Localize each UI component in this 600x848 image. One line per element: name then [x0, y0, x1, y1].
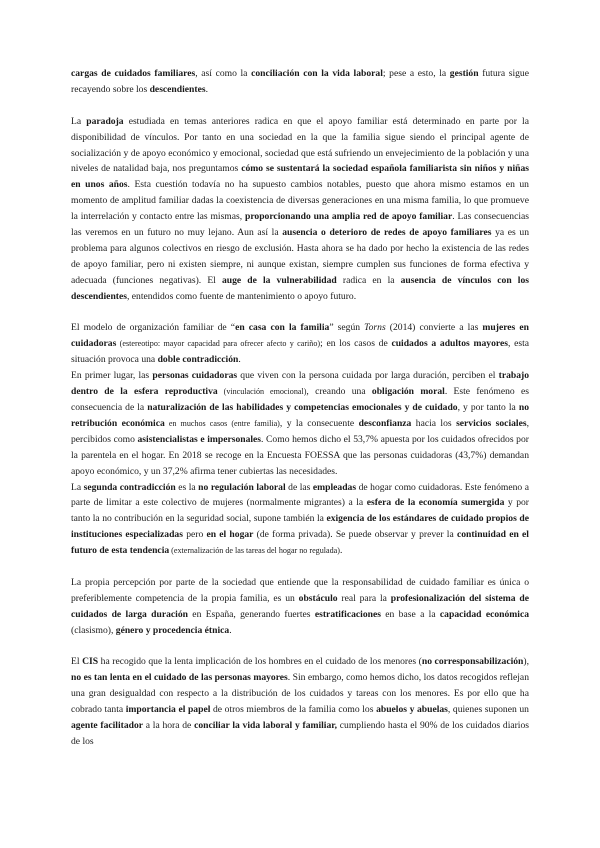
text-run: pero	[182, 529, 207, 541]
bold-run: segunda contradicción	[83, 481, 176, 493]
italic-run: Torns	[364, 322, 386, 334]
text-run: ” según	[329, 322, 365, 334]
paragraph	[71, 480, 529, 560]
text-run: . Sin embargo, como hemos dicho, los datos recogidos reflejan una gran desigualdad con respecto a la distribución de los cuidados y tareas con los menores. Es por ello que ha cobrado tanta	[71, 672, 529, 716]
text-run: de otros miembros de la familia como los	[210, 704, 377, 716]
paragraph	[71, 575, 529, 639]
text-run: ha recogido que la lenta implicación de los hombres en el cuidado de los menores (	[98, 656, 422, 668]
text-run: La	[71, 115, 87, 127]
bold-run: trabajo dentro de la esfera reproductiva	[71, 370, 529, 398]
bold-run: en casa con la familia	[235, 322, 330, 334]
text-run: (2014) convierte a las	[385, 322, 483, 334]
document-page	[71, 66, 529, 750]
bold-run: mujeres en cuidadoras	[71, 322, 529, 350]
text-run: (externalización de las tareas del hogar no regulada)	[169, 546, 340, 556]
text-run: estudiada en temas anteriores radica en que el apoyo familiar está determinado en parte por la disponibilidad de vínculos. Por tanto en una sociedad en la que la familia sigue siendo el principal agente de socialización y de apoyo económico y emocional, sociedad que está sufriendo un envejecimiento de la población y una niveles de natalidad baja, nos preguntamos	[71, 115, 529, 175]
bold-run: conciliar la vida laboral y familiar,	[194, 720, 338, 732]
text-run: ),	[523, 656, 529, 668]
bold-run: empleadas	[312, 481, 357, 493]
text-run: (vinculación emocional)	[217, 387, 307, 397]
text-run: , entendidos como fuente de mantenimiento o apoyo futuro.	[126, 290, 357, 302]
bold-run: abuelos y abuelas	[376, 704, 448, 716]
text-run: En primer lugar, las	[71, 370, 153, 382]
text-run: , así como la	[195, 68, 252, 79]
bold-run: no es tan lenta en el cuidado de las personas mayores	[71, 672, 288, 684]
text-run: , creando una	[306, 386, 372, 398]
bold-run: descendientes	[149, 83, 206, 95]
text-run: futura sigue recayendo sobre los	[71, 68, 529, 95]
text-run: a la hora de	[143, 720, 195, 732]
text-run: radica en la	[336, 274, 401, 286]
bold-run: esfera de la economía sumergida	[366, 497, 505, 509]
text-run: ya es un problema para algunos colectivos en riesgo de exclusión. Hasta ahora se ha dado por hecho la existencia de las redes de apoyo familiar, pero ni existen siempre, ni aunque existan, siempre cumplen sus funciones de forma efectiva y adecuada (funciones negativas). El	[71, 227, 529, 286]
text-run: , quienes suponen un	[447, 704, 529, 716]
bold-run: servicios sociales	[456, 417, 527, 429]
bold-run: obstáculo	[298, 592, 338, 604]
bold-run: cómo se sustentará la sociedad española familiarista sin niños y niñas en unos años	[71, 163, 530, 191]
paragraph	[71, 654, 529, 749]
text-run: hacia los	[411, 417, 457, 429]
text-run: en base a la	[380, 608, 440, 620]
text-run: ; en los casos de	[320, 338, 392, 350]
paragraph	[71, 114, 529, 305]
text-run: . Las consecuencias las veremos en un futuro no muy lejano. Aun así la	[71, 211, 529, 239]
paragraph	[71, 320, 529, 368]
bold-run: obligación moral	[371, 386, 445, 398]
text-run: , y la consecuente	[279, 417, 359, 429]
text-run: , percibidos como	[71, 417, 529, 445]
bold-run: ausencia o deterioro de redes de apoyo familiares	[282, 227, 492, 239]
bold-run: continuidad en el futuro de esta tendencia	[71, 529, 529, 557]
bold-run: CIS	[82, 656, 99, 668]
paragraph	[71, 66, 529, 98]
bold-run: doble contradicción	[157, 354, 239, 366]
bold-run: personas cuidadoras	[152, 370, 238, 382]
bold-run: exigencia de los estándares de cuidado propios de instituciones especializadas	[71, 513, 529, 541]
text-run: .	[229, 624, 232, 636]
text-run: .	[339, 545, 343, 557]
bold-run: ausencia de vínculos con los descendientes	[71, 274, 529, 302]
text-run: en España, generando fuertes	[187, 608, 315, 620]
bold-run: asistencialistas e impersonales	[137, 433, 262, 445]
text-run: . Este fenómeno es consecuencia de la	[71, 386, 529, 413]
text-run: . Esta cuestión todavía no ha supuesto cambios notables, puesto que ahora mismo estamos en un momento de amplitud familiar dadas la coexistencia de diversas generaciones en una misma familia, lo que promueve la interrelación y contacto entre las mismas,	[71, 179, 529, 223]
text-run: (clasismo),	[71, 624, 116, 636]
text-run: , esta situación provoca una	[71, 338, 529, 366]
text-run: de hogar como cuidadoras. Este fenómeno a parte de limitar a este colectivo de mujeres (normalmente migrantes) a la	[71, 481, 529, 509]
bold-run: naturalización de las habilidades y competencias emocionales y de cuidado	[147, 402, 458, 413]
bold-run: paradoja	[86, 115, 124, 127]
text-run: cumpliendo hasta el 90% de los cuidados diarios de los	[71, 720, 530, 747]
bold-run: género y procedencia étnica	[115, 624, 230, 636]
bold-run: no regulación laboral	[198, 481, 286, 493]
bold-run: proporcionando una amplia red de apoyo familiar	[245, 211, 453, 223]
bold-run: agente facilitador	[71, 720, 144, 732]
text-run: en muchos casos (entre familia)	[164, 418, 280, 428]
bold-run: no corresponsabilización	[421, 656, 524, 668]
text-run: El	[71, 656, 83, 668]
bold-run: auge de la vulnerabilidad	[221, 274, 337, 286]
text-run: de las	[285, 481, 313, 493]
bold-run: conciliación con la vida laboral	[251, 68, 383, 79]
bold-run: estratificaciones	[314, 608, 381, 620]
bold-run: importancia el papel	[125, 704, 211, 716]
bold-run: desconfianza	[358, 417, 412, 429]
bold-run: en el hogar	[206, 529, 254, 541]
text-run: , y por tanto la	[457, 402, 519, 413]
text-run: (de forma privada). Se puede observar y prever la	[253, 529, 457, 541]
paragraph	[71, 368, 529, 479]
text-run: El modelo de organización familiar de “	[71, 322, 236, 334]
bold-run: no retribución económica	[71, 402, 529, 429]
text-run: y por tanto la no contribución en la seguridad social, supone también la	[71, 497, 529, 525]
bold-run: gestión	[449, 68, 479, 79]
text-run: La propia percepción por parte de la sociedad que entiende que la responsabilidad de cuidado familiar es única o preferiblemente competencia de la propia familia, es un	[71, 576, 529, 604]
text-run: es la	[175, 481, 199, 493]
text-run: .	[205, 83, 208, 95]
text-run: real para la	[337, 592, 391, 604]
text-run: que viven con la persona cuidada por larga duración, perciben el	[237, 370, 499, 382]
text-run: . Como hemos dicho el 53,7% apuesta por los cuidados ofrecidos por la parentela en el hogar. En 2018 se recoge en la Encuesta FOESSA que las personas cuidadoras (43,7%) demandan apoyo económico, y un 37,2% afirma tener cubiertas las necesidades.	[71, 433, 529, 477]
text-run: La	[71, 481, 84, 493]
bold-run: capacidad económica	[439, 608, 529, 620]
bold-run: profesionalización del sistema de cuidados de larga duración	[71, 592, 529, 620]
bold-run: cuidados a adultos mayores	[391, 338, 508, 350]
text-run: ; pese a esto, la	[382, 68, 450, 79]
bold-run: cargas de cuidados familiares	[71, 68, 196, 79]
text-run: (estereotipo: mayor capacidad para ofrecer afecto y cariño)	[116, 339, 321, 349]
text-run: .	[238, 354, 241, 366]
